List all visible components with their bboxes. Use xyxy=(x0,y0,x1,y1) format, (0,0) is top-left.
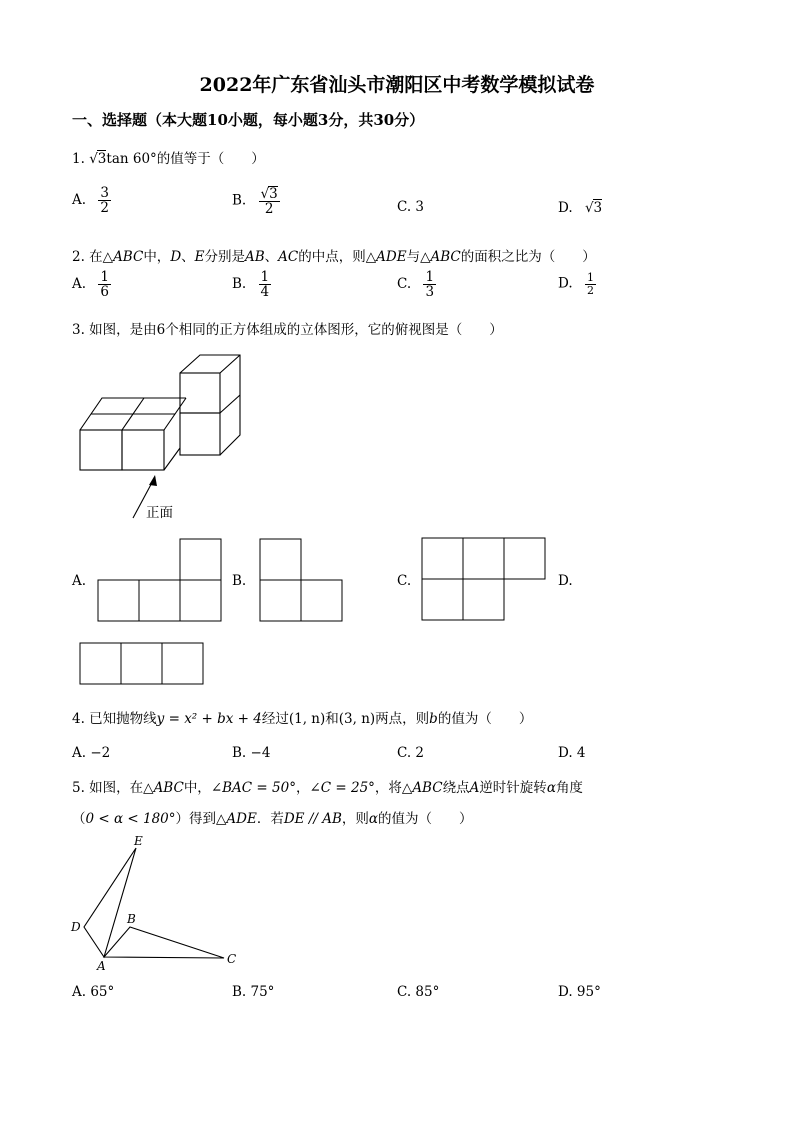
cube-stack-drawing xyxy=(80,355,240,470)
q5-text: ）得到 xyxy=(175,811,217,827)
q5-text: 绕点 xyxy=(442,780,470,796)
q2-text: 的面积之比为（ ） xyxy=(460,249,596,265)
grid-cell xyxy=(180,539,221,580)
label-a: A xyxy=(97,959,106,973)
triangle-symbol: △ xyxy=(216,811,227,827)
q4-option-a[interactable]: A. −2 xyxy=(72,745,111,761)
section-heading-choice: 一、选择题（本大题10小题，每小题3分，共30分） xyxy=(72,111,425,129)
numerator: 1 xyxy=(260,269,270,285)
q1-expression: tan 60° xyxy=(106,151,157,167)
triangle-ade: ADE xyxy=(226,811,257,827)
q2-text: 的中点，则 xyxy=(298,249,366,265)
parallel-condition: DE // AB xyxy=(283,811,342,827)
q5-text: 中， xyxy=(183,780,211,796)
q5-text: ， xyxy=(295,780,310,796)
denominator: 2 xyxy=(100,200,109,217)
label-b: B xyxy=(127,912,136,926)
grid-cell xyxy=(463,579,504,620)
angle-bac: ∠BAC = 50° xyxy=(210,780,296,796)
page-title: 2022年广东省汕头市潮阳区中考数学模拟试卷 xyxy=(199,74,595,96)
q4-option-b[interactable]: B. −4 xyxy=(232,745,271,761)
point-1: (1, n) xyxy=(288,711,326,727)
grid-cell xyxy=(301,580,342,621)
q4-option-d[interactable]: D. 4 xyxy=(558,745,586,761)
q5-option-b[interactable]: B. 75° xyxy=(232,984,275,1000)
option-grids xyxy=(80,538,545,684)
triangle-abc: ABC xyxy=(430,249,461,265)
q5-text: 的值为（ ） xyxy=(378,811,473,827)
point-e: E xyxy=(194,249,205,265)
label-d: D xyxy=(71,920,81,934)
option-label: B. xyxy=(232,192,247,209)
q1-option-d[interactable]: D. √3 xyxy=(558,200,603,216)
grid-cell xyxy=(121,643,162,684)
q1-number: 1. xyxy=(72,151,85,167)
q4-text: 和 xyxy=(325,711,339,727)
q4-text: 的值为（ ） xyxy=(437,711,533,727)
option-label: C. xyxy=(397,276,412,293)
point-2: (3, n) xyxy=(338,711,376,727)
q5-text: 角度 xyxy=(555,780,583,796)
grid-cell xyxy=(98,580,139,621)
question-4 xyxy=(72,707,532,727)
q5-text: ，则 xyxy=(341,811,369,827)
triangle-symbol: △ xyxy=(365,249,377,265)
grid-cell xyxy=(422,579,463,620)
q5-text: ，将 xyxy=(374,780,402,796)
cube-face xyxy=(180,373,220,413)
numerator: 3 xyxy=(100,185,109,201)
grid-cell xyxy=(422,538,463,579)
q5-option-a[interactable]: A. 65° xyxy=(72,984,115,1000)
segment-ac: AC xyxy=(278,249,299,265)
q5-text: 5. 如图，在 xyxy=(72,780,144,796)
angle-alpha: α xyxy=(546,780,556,796)
arrow-head-icon xyxy=(149,475,157,486)
triangle-symbol: △ xyxy=(102,249,114,265)
question-3: 3. 如图，是由6个相同的正方体组成的立体图形，它的俯视图是（ ） xyxy=(72,322,503,338)
triangle-abc: ABC xyxy=(153,780,184,796)
numerator: 1 xyxy=(100,269,109,285)
triangle-abc: ABC xyxy=(412,780,443,796)
grid-cell xyxy=(260,580,301,621)
triangle-abc: ABC xyxy=(113,249,144,265)
grid-cell xyxy=(504,538,545,579)
grid-cell xyxy=(463,538,504,579)
q2-text: 分别是 xyxy=(204,249,245,265)
cube-edge xyxy=(220,355,240,373)
q5-text: ．若 xyxy=(256,811,284,827)
alpha-condition: 0 < α < 180° xyxy=(85,811,176,827)
front-label: 正面 xyxy=(146,505,173,521)
cube-face xyxy=(80,430,122,470)
cube-column-outline xyxy=(180,355,240,455)
option-label: D. xyxy=(558,200,573,216)
q1-radicand: 3 xyxy=(97,151,107,167)
q3-option-d[interactable]: D. xyxy=(558,573,573,589)
numerator: 1 xyxy=(586,271,594,284)
denominator: 4 xyxy=(260,284,270,301)
q5-text: 逆时针旋转 xyxy=(479,780,547,796)
angle-c: ∠C = 25° xyxy=(309,780,375,796)
q2-text: 中， xyxy=(143,249,171,265)
q2-text: 2. 在 xyxy=(72,249,103,265)
option-label: A. xyxy=(72,276,87,293)
variable-b: b xyxy=(429,711,438,727)
question-5-line-1 xyxy=(72,776,583,796)
question-5-line-2 xyxy=(72,807,473,827)
denominator: 2 xyxy=(586,283,594,297)
q4-option-c[interactable]: C. 2 xyxy=(397,745,425,761)
denominator: 2 xyxy=(264,201,274,218)
denominator: 3 xyxy=(425,284,435,301)
triangle-symbol: △ xyxy=(401,780,413,796)
radicand: 3 xyxy=(593,200,603,216)
q2-text: 、 xyxy=(264,249,279,265)
angle-alpha: α xyxy=(368,811,378,827)
q1-option-c[interactable]: C. 3 xyxy=(397,199,425,215)
parabola-equation: y = x² + bx + 4 xyxy=(156,711,262,727)
grid-cell xyxy=(162,643,203,684)
triangle-ade: ADE xyxy=(376,249,407,265)
triangle-figure xyxy=(84,848,224,958)
q2-text: 、 xyxy=(181,249,195,265)
radicand: 3 xyxy=(269,186,278,202)
q2-text: 与 xyxy=(406,249,421,265)
cube-edge xyxy=(164,448,180,470)
point-d: D xyxy=(170,249,182,265)
grid-cell xyxy=(80,643,121,684)
radical-sign: √ xyxy=(89,151,98,167)
triangle-symbol: △ xyxy=(143,780,154,796)
grid-cell xyxy=(139,580,180,621)
q3-option-a[interactable]: A. xyxy=(72,573,87,589)
label-e: E xyxy=(134,834,143,848)
q4-text: 经过 xyxy=(261,711,289,727)
cube-face xyxy=(122,430,164,470)
q3-option-c[interactable]: C. xyxy=(397,573,412,589)
numerator: 1 xyxy=(425,269,435,285)
q4-text: 两点，则 xyxy=(375,711,430,727)
point-a: A xyxy=(469,780,480,796)
grid-cell xyxy=(260,539,301,580)
triangle-abc xyxy=(104,927,224,958)
option-label: B. xyxy=(232,276,247,293)
label-c: C xyxy=(227,952,237,966)
numerator: √3 xyxy=(260,186,278,202)
triangle-ade xyxy=(84,848,136,957)
q5-text: （ xyxy=(72,811,86,827)
q1-tail: 的值等于（ ） xyxy=(156,151,265,167)
denominator: 6 xyxy=(100,284,109,301)
q5-option-c[interactable]: C. 85° xyxy=(397,984,440,1000)
q3-option-b[interactable]: B. xyxy=(232,573,247,589)
grid-cell xyxy=(180,580,221,621)
cube-edge xyxy=(220,395,240,413)
triangle-symbol: △ xyxy=(420,249,431,265)
cube-face xyxy=(180,413,220,455)
q4-text: 4. 已知抛物线 xyxy=(72,711,157,727)
q5-option-d[interactable]: D. 95° xyxy=(558,984,601,1000)
segment-ab: AB xyxy=(245,249,265,265)
option-label: D. xyxy=(558,275,573,292)
option-label: A. xyxy=(72,192,87,209)
